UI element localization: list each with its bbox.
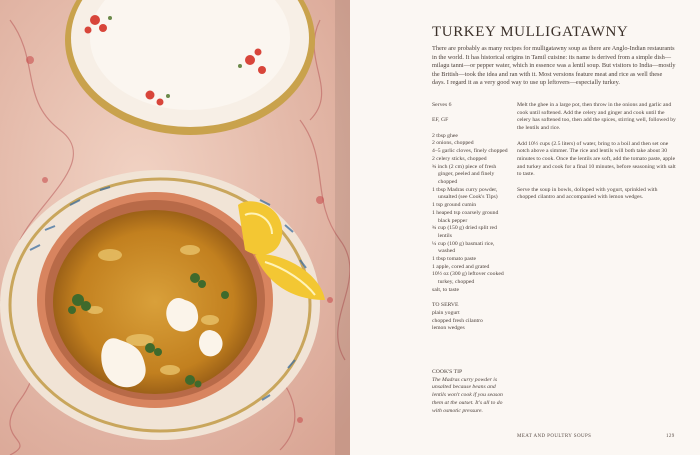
- ingredient-item: ¾ cup (150 g) dried split red lentils: [432, 225, 497, 239]
- to-serve-heading: TO SERVE: [432, 302, 459, 309]
- ingredients-column: [432, 102, 508, 333]
- recipe-page: [350, 0, 700, 455]
- ingredient-item: 1 tbsp Madras curry powder, unsalted (see Cook's Tips): [432, 186, 498, 201]
- to-serve-item: lemon wedges: [432, 325, 465, 332]
- ingredient-item: ¾ inch (2 cm) piece of fresh ginger, peeled and finely chopped: [432, 163, 497, 185]
- ingredient-item: 2 tbsp ghee: [432, 132, 458, 139]
- recipe-title: TURKEY MULLIGATAWNY: [432, 24, 629, 40]
- ingredient-item: 1 apple, cored and grated: [432, 263, 490, 270]
- ingredient-item: ¼ cup (100 g) basmati rice, washed: [432, 240, 495, 255]
- tip-text: The Madras curry powder is unsalted because beans and lentils won't cook if you season them at the outset. It's all to do with osmotic pressure.: [432, 376, 503, 414]
- ingredient-list: [432, 133, 508, 295]
- method-column: [517, 102, 677, 202]
- method-step: Melt the ghee in a large pot, then throw in the onions and garlic and cook until softened. Add the celery and ginger and cook until the celery has softened too, then add the spices, stirring well, followed by the lentils and rice.: [517, 102, 676, 132]
- ingredient-item: 4–5 garlic cloves, finely chopped: [432, 148, 508, 155]
- ingredient-item: 2 onions, chopped: [432, 140, 474, 147]
- method-step: Add 10½ cups (2.5 liters) of water, bring to a boil and then set one notch above a simmer. The rice and lentils will both take about 30 minutes to cook. Once the lentils are soft, add the tomato paste, apple and turkey and cook for a final 10 minutes, before seasoning with salt to taste.: [517, 140, 676, 178]
- cooks-tip: [432, 369, 508, 415]
- page-number: 129: [666, 434, 675, 439]
- to-serve-item: chopped fresh cilantro: [432, 317, 483, 324]
- recipe-intro: There are probably as many recipes for mulligatawny soup as there are Anglo-Indian restaurants in the world. It has historical origins in Tamil cuisine: its name is derived from a simple dish—milagu tanni—or pepper water, which in essence was a lentil soup. But visitors to India—mostly the British—took the idea and ran with it. Most versions feature meat and rice as well these days. I regard it as a very good way to use up leftovers—especially turkey.: [432, 45, 676, 87]
- ingredient-item: 1 heaped tsp coarsely ground black pepper: [432, 209, 499, 224]
- ingredient-item: 1 tbsp tomato paste: [432, 256, 477, 263]
- tip-heading: COOK'S TIP: [432, 369, 463, 375]
- ingredient-item: 10½ oz (300 g) leftover cooked turkey, chopped: [432, 271, 504, 286]
- ingredient-item: salt, to taste: [432, 286, 460, 293]
- section-footer: MEAT AND POULTRY SOUPS: [517, 434, 592, 439]
- ingredient-item: 2 celery sticks, chopped: [432, 155, 487, 162]
- serves: Serves 6: [432, 102, 452, 108]
- to-serve-item: plain yogurt: [432, 309, 460, 316]
- diet-labels: EF, GF: [432, 117, 449, 124]
- ingredient-item: 1 tsp ground cumin: [432, 202, 477, 209]
- method-step: Serve the soup in bowls, dolloped with yogurt, sprinkled with chopped cilantro and accompanied with lemon wedges.: [517, 186, 658, 201]
